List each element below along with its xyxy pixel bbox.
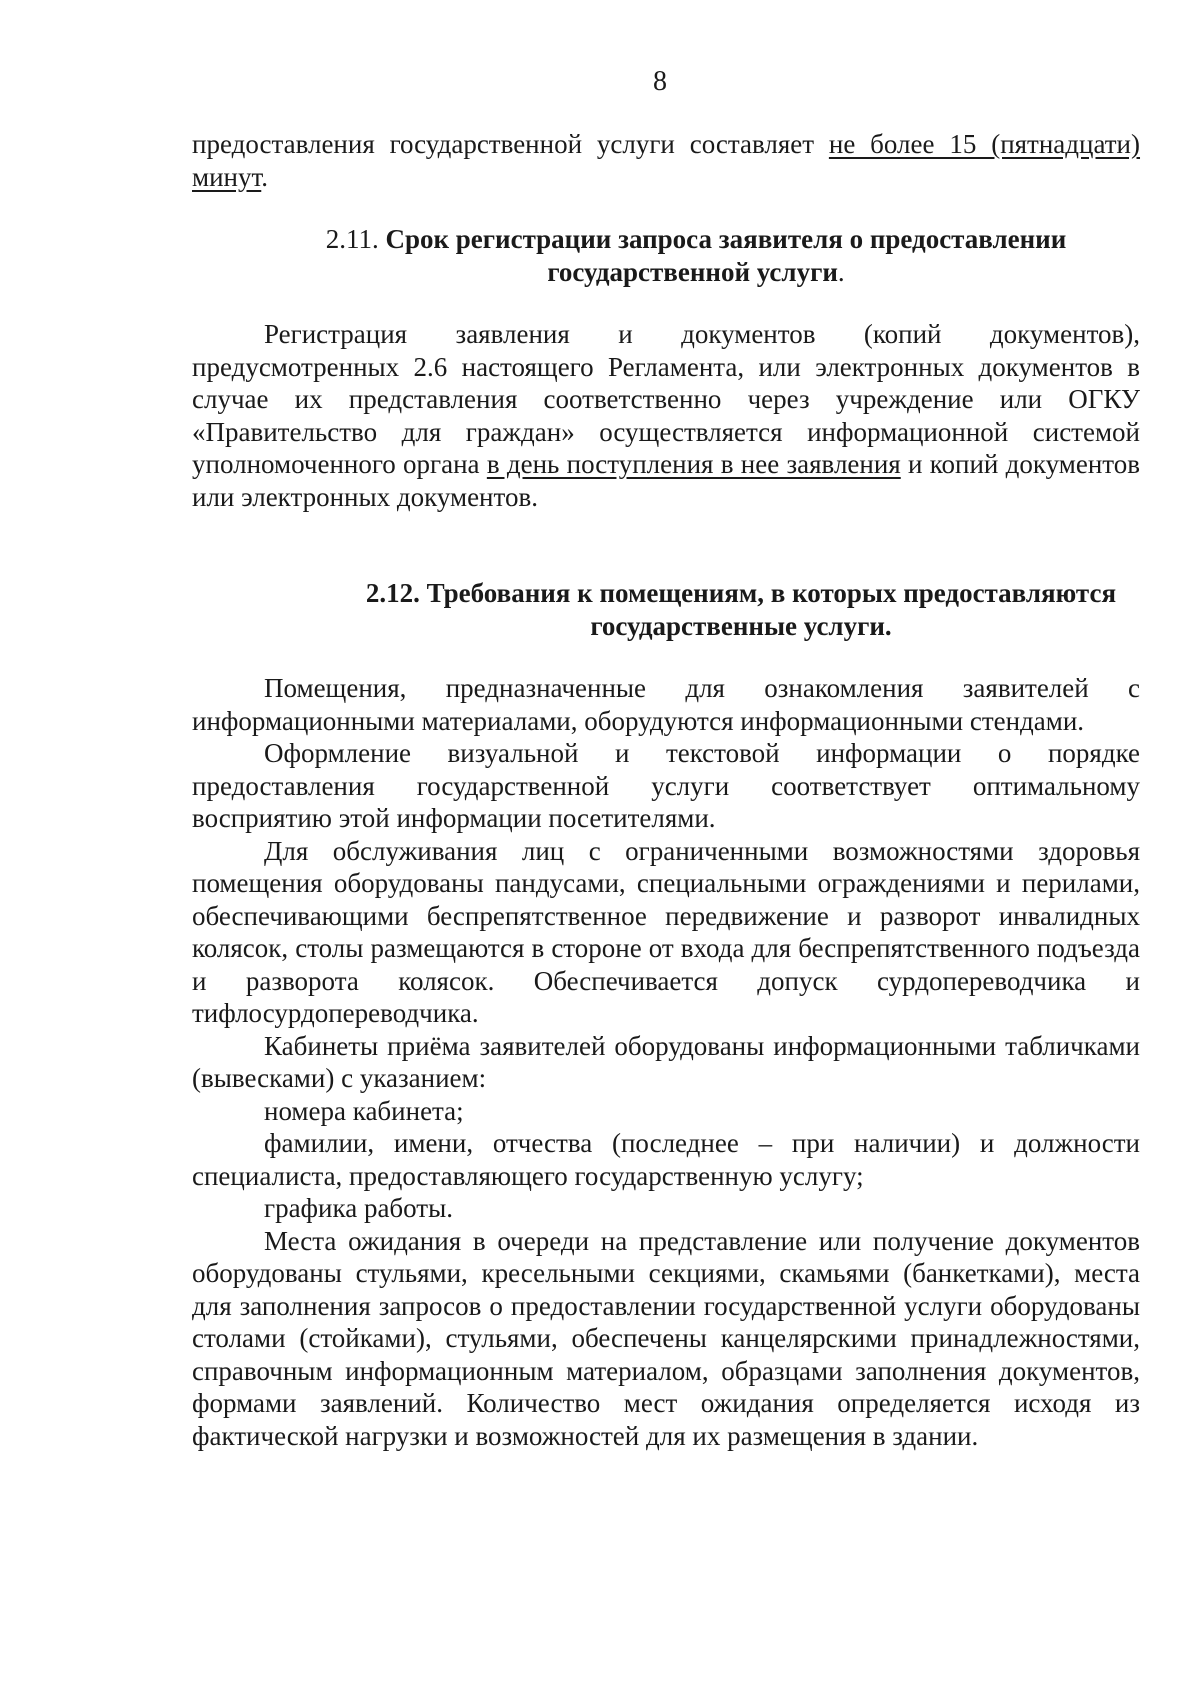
section-2-12-paragraph: Кабинеты приёма заявителей оборудованы информационными табличками (вывесками) с указанием: <box>192 1030 1140 1093</box>
section-2-12-paragraph: Для обслуживания лиц с ограниченными возможностями здоровья помещения оборудованы пандусами, специальными ограждениями и перилами, обеспечивающими беспрепятственное передвижение и разворот инвалидных колясок, столы размещаются в стороне от входа для беспрепятственного подъезда и разворота колясок. Обеспечивается допуск сурдопереводчика и тифлосурдопереводчика. <box>192 835 1140 1028</box>
intro-underlined-duration: не более 15 (пятнадцати) минут <box>192 129 1141 192</box>
section-2-11-paragraph <box>192 318 1140 513</box>
page-number: 8 <box>653 66 667 97</box>
section-2-12-paragraph: Места ожидания в очереди на представление или получение документов оборудованы стульями, кресельными секциями, скамьями (банкетками), места для заполнения запросов о предоставлении государственной услуги оборудованы столами (стойками), стульями, обеспечены канцелярскими принадлежностями, справочным информационным материалом, образцами заполнения документов, формами заявлений. Количество мест ожидания определяется исходя из фактической нагрузки и возможностей для их размещения в здании. <box>192 1225 1140 1451</box>
section-2-12-heading <box>192 577 1140 642</box>
section-2-12-title: 2.12. Требования к помещениям, в которых предоставляются государственные услуги. <box>365 578 1117 641</box>
section-2-11-text-end: и копий документов или электронных документов. <box>192 449 1140 512</box>
list-item: номера кабинета; <box>264 1095 464 1126</box>
section-2-11-heading <box>192 223 1140 288</box>
section-2-11-underlined-term: в день поступления в нее заявления <box>486 449 901 479</box>
intro-paragraph <box>192 128 1140 193</box>
list-item: графика работы. <box>264 1193 453 1223</box>
list-item: фамилии, имени, отчества (последнее – при наличии) и должности специалиста, предоставляющего государственную услугу; <box>192 1128 1140 1191</box>
intro-text-end: . <box>261 161 269 192</box>
section-2-11-number: 2.11. <box>325 224 386 254</box>
document-body <box>192 128 1140 1452</box>
section-2-11-title-end: . <box>837 256 845 287</box>
section-2-11-text: Регистрация заявления и документов (копий документов), предусмотренных 2.6 настоящего Регламента, или электронных документов в случае их представления соответственно через учреждение или ОГКУ «Правительство для граждан» осуществляется информационной системой уполномоченного органа <box>192 319 1140 479</box>
section-2-11-title: Срок регистрации запроса заявителя о предоставлении государственной услуги <box>385 224 1067 287</box>
intro-text: предоставления государственной услуги составляет <box>192 129 829 159</box>
section-2-12-paragraph: Оформление визуальной и текстовой информации о порядке предоставления государственной услуги соответствует оптимальному восприятию этой информации посетителями. <box>192 738 1140 833</box>
section-2-12-paragraph: Помещения, предназначенные для ознакомления заявителей с информационными материалами, оборудуются информационными стендами. <box>192 673 1140 736</box>
